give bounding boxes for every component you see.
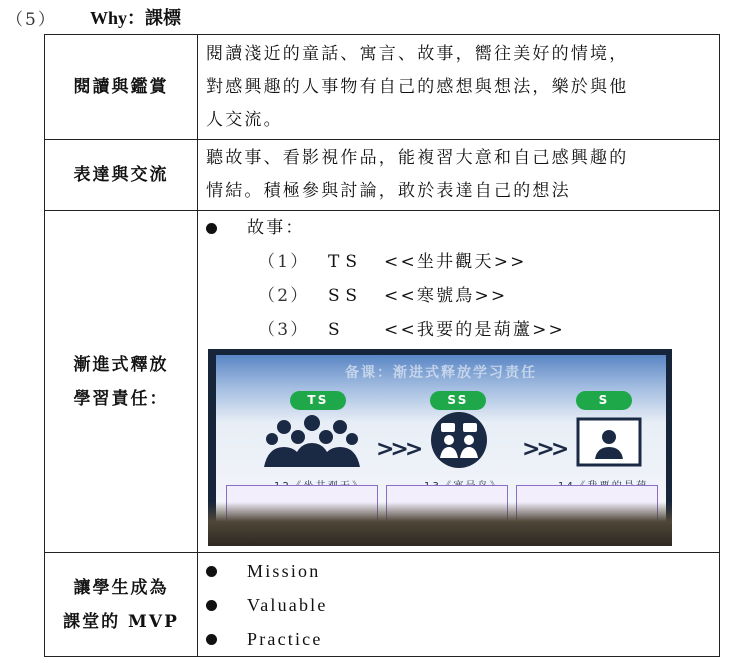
bullet-icon [206, 600, 217, 611]
row-content-mvp [198, 553, 720, 657]
story-title: 故事： [247, 217, 305, 238]
story-item [206, 245, 713, 279]
story-item [206, 313, 713, 347]
row-content-expression [198, 140, 720, 211]
story-index: （3） [258, 319, 310, 340]
story-name: <<我要的是葫蘆>> [384, 319, 565, 340]
table-row [45, 553, 720, 657]
screen-title: 备课：渐进式释放学习责任 [345, 365, 537, 381]
row-label-expression: 表達與交流 [45, 140, 198, 211]
list-item [206, 554, 713, 588]
reading-line: 對感興趣的人事物有自己的感想與想法，樂於與他 [206, 76, 629, 97]
list-item [206, 622, 713, 656]
bullet-icon [206, 566, 217, 577]
row-label-gradual [45, 211, 198, 553]
story-item [206, 279, 713, 313]
table-row [45, 211, 720, 553]
bullet-icon [206, 634, 217, 645]
reading-line: 閱讀淺近的童話、寓言、故事，嚮往美好的情境， [206, 43, 629, 64]
story-index: （2） [258, 285, 310, 306]
chevron-right-icon: >>> [522, 437, 566, 462]
gradual-label-line: 學習責任： [73, 388, 169, 409]
story-bullet [206, 211, 713, 245]
pair-discussion-icon [430, 411, 488, 469]
expression-line: 情結。積極參與討論，敢於表達自己的想法 [206, 181, 571, 201]
presentation-photo [208, 349, 672, 546]
table-row [45, 140, 720, 211]
bullet-icon [206, 223, 217, 234]
story-code: S [328, 319, 346, 340]
section-number: （5） [6, 9, 57, 30]
reading-line: 人交流。 [206, 109, 283, 130]
table-row [45, 35, 720, 140]
chevron-right-icon: >>> [376, 437, 420, 462]
individual-icon [576, 417, 642, 467]
mvp-label-line: 讓學生成為 [73, 577, 169, 598]
section-title: Why：課標 [90, 8, 182, 28]
row-label-reading: 閱讀與鑑賞 [45, 35, 198, 140]
group-icon [262, 413, 362, 469]
audience-silhouette [208, 502, 672, 546]
list-item [206, 588, 713, 622]
curriculum-table [44, 34, 720, 657]
mvp-item: Mission [247, 560, 321, 581]
story-code: TS [328, 251, 363, 272]
s-badge: S [576, 391, 632, 410]
story-name: <<寒號鳥>> [384, 285, 508, 306]
row-label-mvp [45, 553, 198, 657]
story-code: SS [328, 285, 363, 306]
story-index: （1） [258, 251, 310, 272]
row-content-reading [198, 35, 720, 140]
section-heading [6, 4, 181, 30]
ts-badge: TS [290, 391, 346, 410]
mvp-item: Valuable [247, 594, 328, 615]
gradual-label-line: 漸進式釋放 [73, 354, 169, 375]
mvp-label-line: 課堂的 MVP [63, 611, 179, 632]
projection-screen [216, 355, 666, 525]
expression-line: 聽故事、看影視作品，能複習大意和自己感興趣的 [206, 148, 629, 168]
row-content-gradual [198, 211, 720, 553]
ss-badge: SS [430, 391, 486, 410]
story-name: <<坐井觀天>> [384, 251, 527, 272]
mvp-item: Practice [247, 628, 323, 649]
